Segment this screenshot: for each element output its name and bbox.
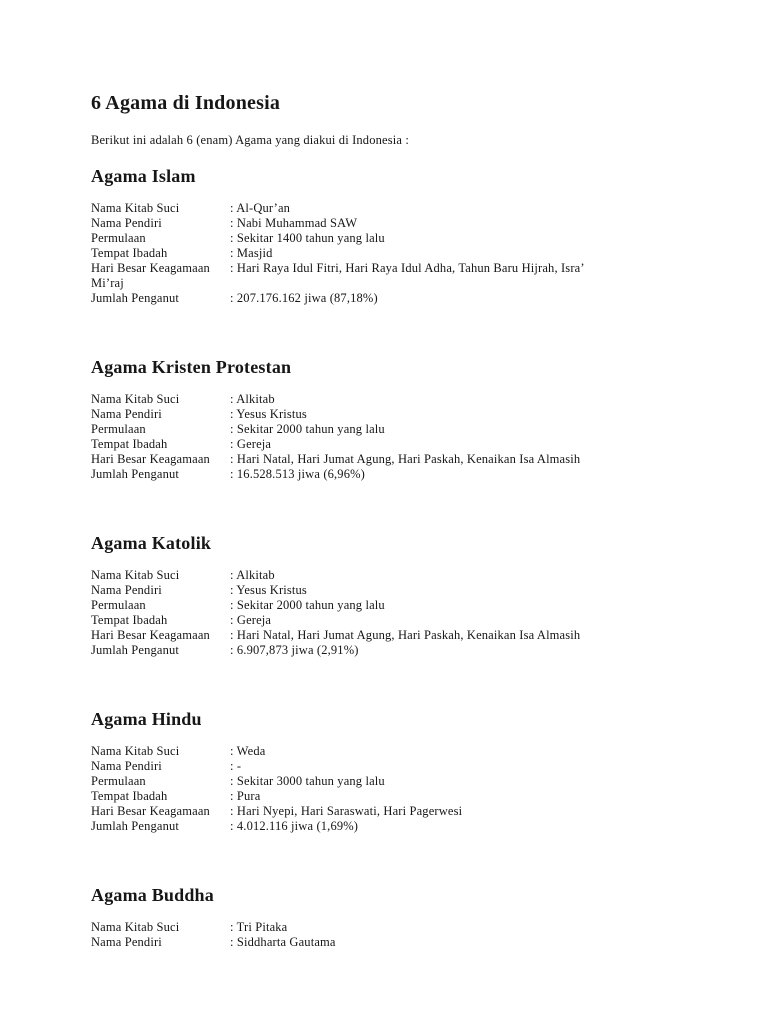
attribute-row [91, 291, 680, 306]
attribute-value: : Sekitar 1400 tahun yang lalu [230, 231, 385, 245]
attribute-row [91, 467, 680, 482]
attribute-value: : Gereja [230, 437, 272, 451]
attribute-label: Tempat Ibadah [91, 613, 168, 627]
attribute-value-wrap: Mi’raj [91, 276, 124, 290]
attribute-row [91, 759, 680, 774]
attribute-label: Nama Kitab Suci [91, 568, 180, 582]
attribute-row [91, 216, 680, 231]
attribute-value: : Nabi Muhammad SAW [230, 216, 358, 230]
attribute-label: Hari Besar Keagamaan [91, 452, 210, 466]
attribute-label: Hari Besar Keagamaan [91, 628, 210, 642]
attribute-row [91, 568, 680, 583]
religion-section [91, 165, 680, 306]
attribute-label: Nama Kitab Suci [91, 392, 180, 406]
attribute-value: : Gereja [230, 613, 272, 627]
religion-sections [91, 165, 680, 950]
attribute-label: Tempat Ibadah [91, 246, 168, 260]
attribute-row [91, 613, 680, 628]
attribute-row [91, 744, 680, 759]
religion-section [91, 356, 680, 482]
section-heading: Agama Kristen Protestan [91, 357, 292, 377]
attribute-rows [91, 201, 680, 306]
attribute-rows [91, 568, 680, 658]
attribute-row [91, 261, 680, 291]
attribute-row [91, 392, 680, 407]
attribute-row [91, 246, 680, 261]
section-heading: Agama Hindu [91, 709, 202, 729]
attribute-row [91, 819, 680, 834]
religion-section [91, 884, 680, 950]
section-heading: Agama Katolik [91, 533, 212, 553]
attribute-value: : Siddharta Gautama [230, 935, 336, 949]
attribute-row [91, 920, 680, 935]
attribute-row [91, 804, 680, 819]
attribute-row [91, 201, 680, 216]
attribute-rows [91, 920, 680, 950]
attribute-label: Nama Pendiri [91, 407, 162, 421]
attribute-label: Nama Pendiri [91, 216, 162, 230]
attribute-rows [91, 392, 680, 482]
attribute-label: Jumlah Penganut [91, 643, 180, 657]
attribute-value: : Pura [230, 789, 261, 803]
attribute-row [91, 583, 680, 598]
attribute-label: Hari Besar Keagamaan [91, 261, 210, 275]
attribute-value: : Sekitar 3000 tahun yang lalu [230, 774, 385, 788]
attribute-value: : Alkitab [230, 392, 275, 406]
attribute-value: : Sekitar 2000 tahun yang lalu [230, 598, 385, 612]
attribute-value: : Hari Nyepi, Hari Saraswati, Hari Pagerwesi [230, 804, 463, 818]
attribute-value: : Yesus Kristus [230, 583, 307, 597]
attribute-value: : Weda [230, 744, 266, 758]
attribute-value: : 6.907,873 jiwa (2,91%) [230, 643, 359, 657]
attribute-row [91, 935, 680, 950]
attribute-row [91, 628, 680, 643]
attribute-value: : 207.176.162 jiwa (87,18%) [230, 291, 378, 305]
attribute-value: : Yesus Kristus [230, 407, 307, 421]
attribute-label: Nama Kitab Suci [91, 920, 180, 934]
attribute-label: Permulaan [91, 422, 146, 436]
attribute-label: Jumlah Penganut [91, 467, 180, 481]
attribute-row [91, 422, 680, 437]
attribute-row [91, 598, 680, 613]
section-heading: Agama Islam [91, 166, 196, 186]
attribute-rows [91, 744, 680, 834]
attribute-label: Jumlah Penganut [91, 291, 180, 305]
attribute-label: Jumlah Penganut [91, 819, 180, 833]
attribute-row [91, 452, 680, 467]
attribute-label: Nama Pendiri [91, 759, 162, 773]
attribute-row [91, 643, 680, 658]
attribute-value: : 16.528.513 jiwa (6,96%) [230, 467, 365, 481]
attribute-row [91, 789, 680, 804]
religion-section [91, 708, 680, 834]
attribute-label: Permulaan [91, 598, 146, 612]
attribute-value: : Hari Natal, Hari Jumat Agung, Hari Paskah, Kenaikan Isa Almasih [230, 452, 581, 466]
intro-text: Berikut ini adalah 6 (enam) Agama yang diakui di Indonesia : [91, 133, 409, 147]
religion-section [91, 532, 680, 658]
attribute-row [91, 437, 680, 452]
attribute-value: : - [230, 759, 242, 773]
attribute-value: : Masjid [230, 246, 273, 260]
attribute-label: Nama Pendiri [91, 935, 162, 949]
attribute-label: Permulaan [91, 774, 146, 788]
attribute-label: Hari Besar Keagamaan [91, 804, 210, 818]
document-title: 6 Agama di Indonesia [91, 92, 281, 114]
attribute-label: Permulaan [91, 231, 146, 245]
attribute-row [91, 231, 680, 246]
attribute-value: : Al-Qur’an [230, 201, 291, 215]
attribute-label: Nama Kitab Suci [91, 744, 180, 758]
attribute-label: Tempat Ibadah [91, 789, 168, 803]
attribute-row [91, 407, 680, 422]
section-heading: Agama Buddha [91, 885, 214, 905]
attribute-row [91, 774, 680, 789]
attribute-value: : 4.012.116 jiwa (1,69%) [230, 819, 359, 833]
attribute-value: : Sekitar 2000 tahun yang lalu [230, 422, 385, 436]
attribute-value: : Tri Pitaka [230, 920, 288, 934]
attribute-value: : Alkitab [230, 568, 275, 582]
attribute-label: Tempat Ibadah [91, 437, 168, 451]
attribute-label: Nama Pendiri [91, 583, 162, 597]
attribute-label: Nama Kitab Suci [91, 201, 180, 215]
attribute-value: : Hari Raya Idul Fitri, Hari Raya Idul Adha, Tahun Baru Hijrah, Isra’ [230, 261, 585, 275]
attribute-value: : Hari Natal, Hari Jumat Agung, Hari Paskah, Kenaikan Isa Almasih [230, 628, 581, 642]
